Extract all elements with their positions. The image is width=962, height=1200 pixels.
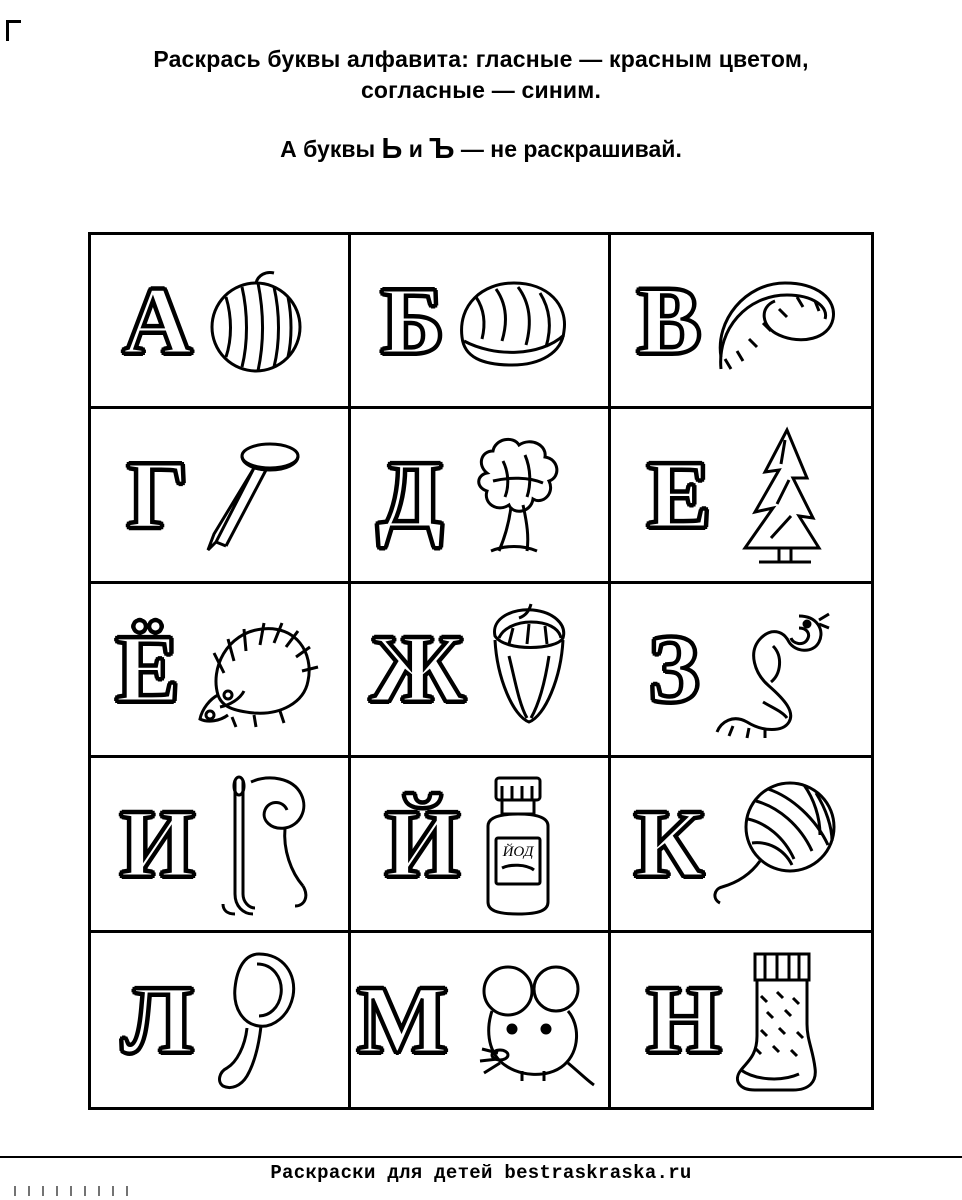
letter-el: Л <box>121 965 194 1073</box>
letter-ge: Г <box>126 441 189 549</box>
watermelon-icon <box>196 261 316 381</box>
alphabet-grid <box>88 232 874 1110</box>
letter-en: Н <box>646 965 722 1073</box>
nail-icon <box>192 430 312 560</box>
letter-a: А <box>122 266 193 374</box>
letter-ze: З <box>648 615 700 723</box>
page-footer <box>0 1162 962 1184</box>
footer-credit: Раскраски для детей bestraskraska.ru <box>270 1162 692 1184</box>
grid-cell-ge[interactable] <box>91 409 351 583</box>
grid-cell-el[interactable] <box>91 933 351 1107</box>
letter-ka: К <box>634 789 704 897</box>
sock-icon <box>725 940 835 1100</box>
grid-cell-i[interactable] <box>91 758 351 932</box>
grid-cell-de[interactable] <box>351 409 611 583</box>
letter-be: Б <box>380 266 445 374</box>
letter-yo: Ё <box>115 615 180 723</box>
instruction-line-1: Раскрась буквы алфавита: гласные — красным цветом, <box>153 46 809 72</box>
fir-tree-icon <box>715 420 835 570</box>
iodine-bottle-icon <box>464 764 574 924</box>
svg-text:ЙОД: ЙОД <box>502 843 534 860</box>
grid-cell-ve[interactable] <box>611 235 871 409</box>
grid-cell-i-kratkoye[interactable] <box>351 758 611 932</box>
subtitle-before-text: А буквы <box>280 136 376 163</box>
letter-i-kratkoye: Й <box>385 789 460 897</box>
yarn-ball-icon <box>708 769 848 919</box>
grid-cell-zhe[interactable] <box>351 584 611 758</box>
letter-em: М <box>357 965 448 1073</box>
letter-ve: В <box>636 266 702 374</box>
letter-de: Д <box>376 441 444 549</box>
page-header <box>0 0 962 169</box>
instruction-line-3 <box>0 131 962 169</box>
grid-cell-be[interactable] <box>351 235 611 409</box>
rope-icon <box>705 261 845 381</box>
grid-cell-ka[interactable] <box>611 758 871 932</box>
grid-cell-en[interactable] <box>611 933 871 1107</box>
letter-ye: Е <box>646 441 712 549</box>
spoon-icon <box>197 940 317 1100</box>
grid-cell-ze[interactable] <box>611 584 871 758</box>
grid-cell-ye[interactable] <box>611 409 871 583</box>
snake-icon <box>703 594 833 744</box>
instruction-line-2: согласные — синим. <box>360 76 602 103</box>
hedgehog-icon <box>184 599 324 739</box>
subtitle-after-text: — не раскрашивай. <box>460 136 682 163</box>
letter-i: И <box>120 789 195 897</box>
grid-cell-a[interactable] <box>91 235 351 409</box>
letter-zhe: Ж <box>370 615 465 723</box>
scan-artifact <box>14 1186 134 1196</box>
mouse-icon <box>452 945 602 1095</box>
acorn-icon <box>469 594 589 744</box>
tree-icon <box>447 425 582 565</box>
footer-divider <box>0 1156 962 1158</box>
needle-and-thread-icon <box>199 764 319 924</box>
grid-cell-em[interactable] <box>351 933 611 1107</box>
subtitle-conjunction: и <box>408 136 423 163</box>
bread-loaf-icon <box>448 261 578 381</box>
grid-cell-yo[interactable] <box>91 584 351 758</box>
soft-sign-letter: Ь <box>381 133 403 166</box>
corner-crop-mark <box>6 20 21 41</box>
hard-sign-letter: Ъ <box>429 133 455 166</box>
